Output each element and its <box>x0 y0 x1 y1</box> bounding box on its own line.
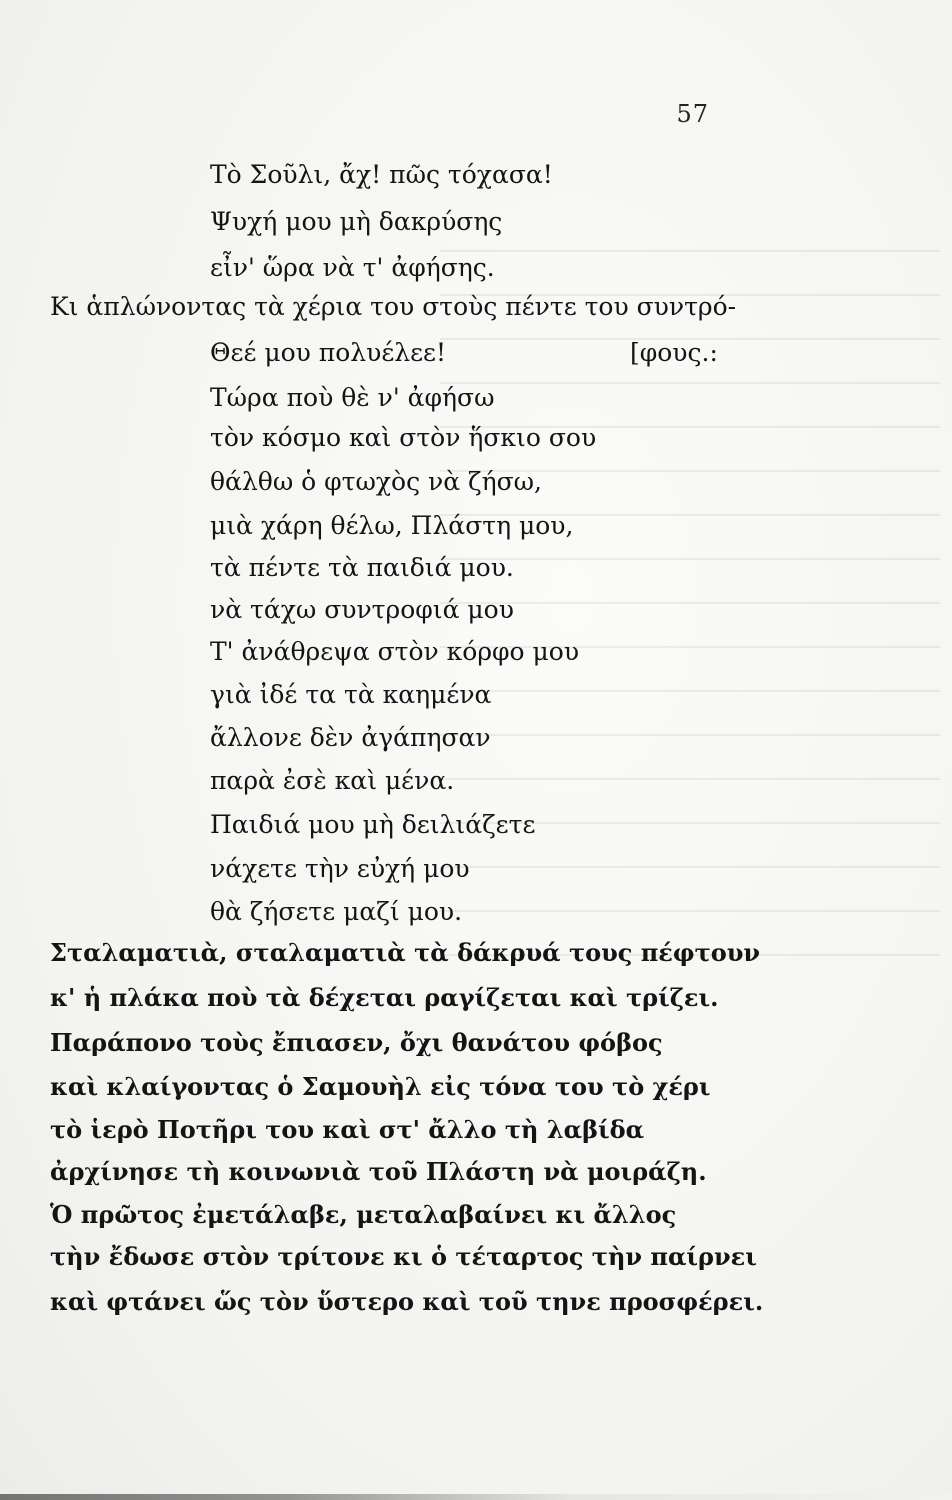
poem-line: Τὸ Σοῦλι, ἄχ! πῶς τόχασα! <box>210 160 553 189</box>
poem-line: Ὁ πρῶτος ἐμετάλαβε, μεταλαβαίνει κι ἄλλος <box>50 1200 677 1229</box>
poem-line: παρὰ ἐσὲ καὶ μένα. <box>210 766 455 795</box>
poem-line: Παράπονο τοὺς ἔπιασεν, ὄχι θανάτου φόβος <box>50 1028 663 1057</box>
page-number: 57 <box>676 100 709 128</box>
page-bottom-edge <box>0 1494 952 1500</box>
poem-line: μιὰ χάρη θέλω, Πλάστη μου, <box>210 511 574 540</box>
poem-line: Κι ἁπλώνοντας τὰ χέρια του στοὺς πέντε του συντρό- <box>50 292 737 321</box>
poem-line: τὰ πέντε τὰ παιδιά μου. <box>210 553 514 582</box>
poem-line: καὶ φτάνει ὥς τὸν ὕστερο καὶ τοῦ τηνε προσφέρει. <box>50 1287 764 1316</box>
poem-line-continuation: [φους.: <box>630 338 718 367</box>
poem-line: Παιδιά μου μὴ δειλιάζετε <box>210 810 536 839</box>
poem-line: γιὰ ἰδέ τα τὰ καημένα <box>210 680 492 709</box>
poem-line: τὸ ἱερὸ Ποτῆρι του καὶ στ' ἄλλο τὴ λαβίδα <box>50 1115 645 1144</box>
poem-line: Σταλαματιὰ, σταλαματιὰ τὰ δάκρυά τους πέφτουν <box>50 938 761 967</box>
poem-line: νὰ τάχω συντροφιά μου <box>210 595 514 624</box>
poem-line: κ' ἡ πλάκα ποὺ τὰ δέχεται ραγίζεται καὶ τρίζει. <box>50 983 719 1012</box>
poem-line: νάχετε τὴν εὐχή μου <box>210 854 470 883</box>
poem-line: ἀρχίνησε τὴ κοινωνιὰ τοῦ Πλάστη νὰ μοιράζη. <box>50 1157 707 1186</box>
poem-line: ἄλλονε δὲν ἀγάπησαν <box>210 723 491 752</box>
poem-line: εἶν' ὥρα νὰ τ' ἀφήσης. <box>210 253 495 282</box>
poem-line: τὴν ἔδωσε στὸν τρίτονε κι ὁ τέταρτος τὴν παίρνει <box>50 1242 757 1271</box>
poem-line: θὰ ζήσετε μαζί μου. <box>210 897 463 926</box>
poem-line: καὶ κλαίγοντας ὁ Σαμουὴλ εἰς τόνα του τὸ χέρι <box>50 1072 711 1101</box>
poem-line: Θεέ μου πολυέλεε! <box>210 338 447 367</box>
poem-line: θάλθω ὁ φτωχὸς νὰ ζήσω, <box>210 467 542 496</box>
poem-line: Τ' ἀνάθρεψα στὸν κόρφο μου <box>210 637 580 666</box>
poem-line: Ψυχή μου μὴ δακρύσης <box>210 207 503 236</box>
poem-line: τὸν κόσμο καὶ στὸν ἥσκιο σου <box>210 423 597 452</box>
poem-line: Τώρα ποὺ θὲ ν' ἀφήσω <box>210 383 495 412</box>
